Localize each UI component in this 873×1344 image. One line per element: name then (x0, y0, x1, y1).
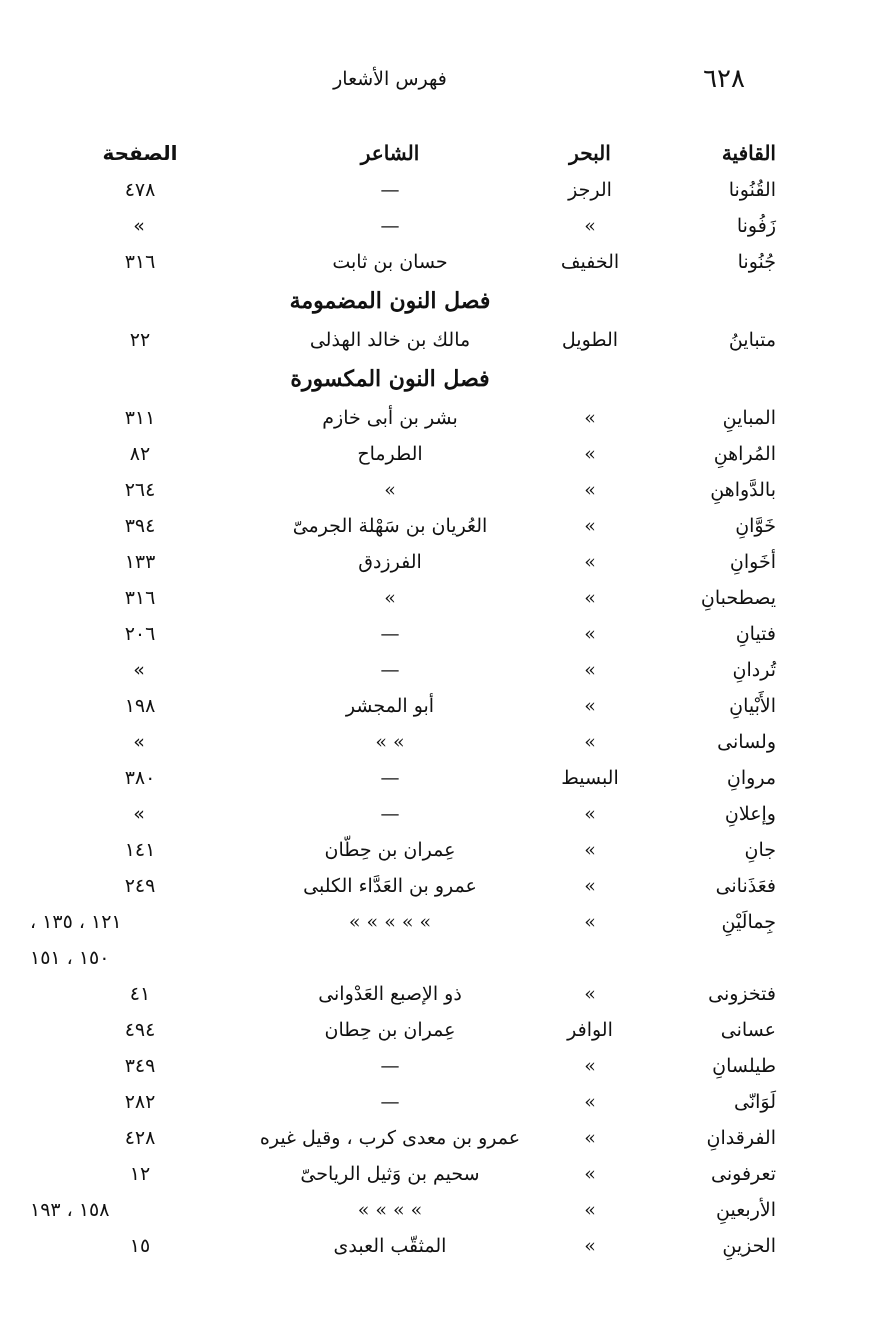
rhyme-word: تُردانِ (732, 659, 776, 681)
page-refs: ١٢ (129, 1163, 151, 1185)
page-refs: ٢٦٤ (124, 479, 156, 501)
index-entry-row (60, 1156, 820, 1192)
page-refs: ٤١ (129, 983, 151, 1005)
page-refs: ٢٢ (129, 329, 151, 351)
page-refs: ١٤١ (124, 839, 156, 861)
rhyme-word: الأربعينِ (716, 1199, 776, 1221)
page-refs: ١٥ (129, 1235, 151, 1257)
poet-name: حسان بن ثابت (332, 251, 448, 273)
rhyme-word: خَوَّانِ (735, 515, 776, 537)
meter-name: البسيط (561, 767, 619, 789)
page-refs: ٣٩٤ (124, 515, 156, 537)
index-entry-row (60, 760, 820, 796)
poet-name: — (380, 623, 400, 645)
rhyme-word: يصطحبانِ (700, 587, 776, 609)
index-entry-row (60, 1120, 820, 1156)
page-refs: ٢٤٩ (124, 875, 156, 897)
rhyme-word: المُراهنِ (713, 443, 776, 465)
rhyme-word: جِمالَيْنِ (721, 911, 776, 933)
meter-name: الوافر (567, 1019, 613, 1041)
page-refs: ١٥٠ ، ١٥١ (30, 947, 110, 969)
index-entry-row (60, 208, 820, 244)
rhyme-word: الحزينِ (722, 1235, 776, 1257)
meter-name: » (584, 587, 596, 609)
index-entry-row (60, 1048, 820, 1084)
meter-name: » (584, 551, 596, 573)
rhyme-word: بالدَّواهنِ (710, 479, 776, 501)
meter-name: » (584, 983, 596, 1005)
poet-name: بشر بن أبى خازم (322, 407, 458, 429)
rhyme-word: وإعلانِ (724, 803, 776, 825)
page-refs: ٤٩٤ (124, 1019, 156, 1041)
poet-name: » » (375, 731, 405, 753)
page-number: ٦٢٨ (703, 64, 745, 94)
index-entry-row (60, 244, 820, 280)
meter-name: » (584, 911, 596, 933)
rhyme-word: مروانِ (726, 767, 776, 789)
index-entry-row (60, 616, 820, 652)
index-entry-row (60, 322, 820, 358)
meter-name: » (584, 875, 596, 897)
rhyme-word: جانِ (744, 839, 776, 861)
index-entry-row (60, 796, 820, 832)
index-entry-row (60, 172, 820, 208)
column-header-meter: البحر (569, 141, 611, 165)
meter-name: » (584, 731, 596, 753)
poet-name: العُريان بن سَهْلة الجرمىّ (292, 515, 488, 537)
index-entry-row (60, 508, 820, 544)
poet-name: أبو المجشر (345, 695, 435, 717)
index-entry-row (30, 904, 820, 940)
page-refs: ٣١٦ (124, 251, 156, 273)
index-entry-row (60, 472, 820, 508)
poet-name: » » » » » (348, 911, 432, 933)
rhyme-word: فعَذَنانى (715, 875, 776, 897)
index-rows (30, 172, 820, 1264)
poet-name: — (380, 659, 400, 681)
page-refs: ١٢١ ، ١٣٥ ، (30, 911, 122, 933)
poet-name: الطرماح (357, 443, 423, 465)
poet-name: ذو الإصبع العَدْوانى (318, 983, 462, 1005)
rhyme-word: القُنُونا (728, 179, 776, 201)
poet-name: سحيم بن وَثيل الرياحىّ (300, 1163, 480, 1185)
continuation-row (30, 940, 820, 976)
page-refs: ٤٢٨ (124, 1127, 156, 1149)
index-entry-row (60, 1012, 820, 1048)
poet-name: عمرو بن العَدَّاء الكلبى (303, 875, 477, 897)
column-header-row (60, 134, 820, 172)
index-entry-row (60, 544, 820, 580)
index-entry-row (30, 1192, 820, 1228)
index-entry-row (60, 436, 820, 472)
index-entry-row (60, 580, 820, 616)
index-entry-row (60, 868, 820, 904)
poet-name: عِمران بن حِطّان (324, 839, 456, 861)
meter-name: » (584, 1091, 596, 1113)
section-heading-row (60, 280, 820, 322)
rhyme-word: زَفُونا (736, 215, 776, 237)
meter-name: » (584, 1055, 596, 1077)
poet-name: — (380, 1091, 400, 1113)
rhyme-word: جُنُونا (737, 251, 776, 273)
page-refs: ٤٧٨ (124, 179, 156, 201)
index-entry-row (60, 724, 820, 760)
rhyme-word: طيلسانِ (712, 1055, 776, 1077)
poet-name: — (380, 179, 400, 201)
column-header-page: الصفحة (102, 141, 178, 165)
meter-name: الخفيف (560, 251, 620, 273)
meter-name: » (584, 407, 596, 429)
poet-name: المثقّب العبدى (333, 1235, 447, 1257)
meter-name: » (584, 695, 596, 717)
poet-name: — (380, 803, 400, 825)
poet-name: — (380, 767, 400, 789)
rhyme-word: لَوَانّى (733, 1091, 776, 1113)
section-title: فصل النون المكسورة (290, 366, 490, 392)
poet-name: الفرزدق (358, 551, 422, 573)
page-refs: ٢٠٦ (124, 623, 156, 645)
rhyme-word: المباينِ (722, 407, 776, 429)
page-refs: » (133, 803, 147, 825)
page-refs: ٣٨٠ (124, 767, 156, 789)
poet-name: عِمران بن حِطان (324, 1019, 456, 1041)
meter-name: » (584, 479, 596, 501)
rhyme-word: متباينُ (728, 329, 776, 351)
rhyme-word: فتخزونى (708, 983, 776, 1005)
rhyme-word: الأَبْيانِ (729, 695, 776, 717)
meter-name: » (584, 515, 596, 537)
index-entry-row (60, 1228, 820, 1264)
running-header (0, 64, 873, 98)
meter-name: » (584, 1127, 596, 1149)
rhyme-word: تعرفونى (711, 1163, 776, 1185)
meter-name: » (584, 659, 596, 681)
poet-name: مالك بن خالد الهذلى (309, 329, 471, 351)
poet-name: — (380, 1055, 400, 1077)
meter-name: » (584, 443, 596, 465)
page-refs: » (133, 731, 147, 753)
meter-name: » (584, 803, 596, 825)
index-entry-row (60, 688, 820, 724)
section-title: فصل النون المضمومة (289, 288, 491, 314)
rhyme-word: الفرقدانِ (706, 1127, 776, 1149)
rhyme-word: عسانى (720, 1019, 776, 1041)
page-refs: ٣١١ (124, 407, 156, 429)
index-entry-row (60, 400, 820, 436)
index-entry-row (60, 652, 820, 688)
poet-name: » (384, 479, 396, 501)
meter-name: الطويل (561, 329, 619, 351)
poet-name: عمرو بن معدى كرب ، وقيل غيره (259, 1127, 521, 1149)
page-refs: » (133, 215, 147, 237)
meter-name: » (584, 1199, 596, 1221)
running-title: فهرس الأشعار (333, 68, 447, 90)
page-refs: ٢٨٢ (124, 1091, 156, 1113)
page-refs: ١٩٨ (124, 695, 156, 717)
index-entry-row (60, 1084, 820, 1120)
poetry-index-table (30, 134, 820, 1264)
meter-name: » (584, 839, 596, 861)
rhyme-word: ولسانى (717, 731, 776, 753)
meter-name: » (584, 215, 596, 237)
page-refs: ٨٢ (129, 443, 151, 465)
meter-name: » (584, 623, 596, 645)
meter-name: الرجز (568, 179, 612, 201)
poet-name: » » » » (357, 1199, 423, 1221)
meter-name: » (584, 1235, 596, 1257)
page-refs: » (133, 659, 147, 681)
page-refs: ٣٤٩ (124, 1055, 156, 1077)
index-entry-row (60, 832, 820, 868)
page-refs: ٣١٦ (124, 587, 156, 609)
rhyme-word: فتيانِ (735, 623, 776, 645)
index-entry-row (60, 976, 820, 1012)
section-heading-row (60, 358, 820, 400)
meter-name: » (584, 1163, 596, 1185)
column-header-poet: الشاعر (360, 141, 420, 165)
poet-name: — (380, 215, 400, 237)
page-refs: ١٣٣ (124, 551, 156, 573)
page-refs: ١٥٨ ، ١٩٣ (30, 1199, 110, 1221)
column-header-rhyme: القافية (721, 141, 776, 165)
poet-name: » (384, 587, 396, 609)
rhyme-word: أخَوانِ (729, 551, 776, 573)
